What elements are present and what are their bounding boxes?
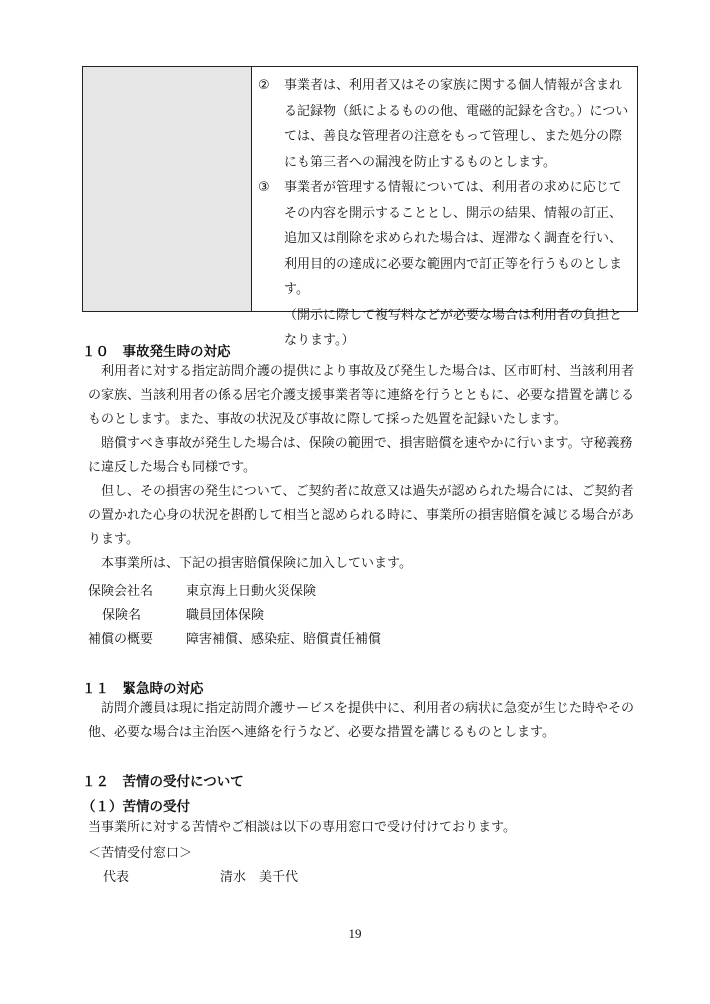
- insurance-row: [88, 628, 381, 647]
- section-12-paragraph-1: 当事業所に対する苦情やご相談は以下の専用窓口で受け付けております。: [88, 820, 516, 835]
- insurance-value: 障害補償、感染症、賠償責任補償: [186, 632, 382, 647]
- section-12-heading: １２ 苦情の受付について: [82, 774, 244, 790]
- section-10-paragraph-1: 利用者に対する指定訪問介護の提供により事故及び発生した場合は、区市町村、当該利用者の家族、当該利用者の係る居宅介護支援事業者等に連絡を行うとともに、必要な措置を講じるものとします。また、事故の状況及び事故に際して採った処置を記録いたします。: [88, 364, 635, 427]
- section-11-heading: １１ 緊急時の対応: [82, 681, 204, 697]
- item-text: 事業者が管理する情報については、利用者の求めに応じてその内容を開示することとし、開示の結果、情報の訂正、追加又は削除を求められた場合は、遅滞なく調査を行い、利用目的の達成に必要な範囲内で訂正等を行うものとします。: [284, 180, 623, 297]
- table-item-3: [258, 175, 631, 303]
- insurance-value: 職員団体保険: [186, 608, 265, 623]
- insurance-label: 保険名: [102, 608, 142, 623]
- representative-row: [103, 866, 298, 885]
- table-note: （開示に際して複写料などが必要な場合は利用者の負担となります。）: [284, 307, 623, 348]
- representative-name: 清水 美千代: [220, 870, 299, 885]
- section-12-subheading: （１）苦情の受付: [82, 799, 190, 815]
- insurance-label: 保険会社名: [88, 584, 154, 599]
- item-number: ③: [258, 180, 270, 195]
- section-10-paragraph-3: 但し、その損害の発生について、ご契約者に故意又は過失が認められた場合には、ご契約者の置かれた心身の状況を斟酌して相当と認められる時に、事業所の損害賠償を減じる場合があります。: [88, 484, 635, 547]
- table-item-2: [258, 73, 631, 175]
- section-10-heading: １０ 事故発生時の対応: [82, 344, 231, 360]
- section-11-paragraph-1: 訪問介護員は現に指定訪問介護サービスを提供中に、利用者の病状に急変が生じた時やその他、必要な場合は主治医へ連絡を行うなど、必要な措置を講じるものとします。: [88, 701, 635, 740]
- insurance-value: 東京海上日動火災保険: [186, 584, 317, 599]
- privacy-table: [82, 66, 638, 348]
- item-text: 事業者は、利用者又はその家族に関する個人情報が含まれる記録物（紙によるものの他、電磁的記録を含む。）については、善良な管理者の注意をもって管理し、また処分の際にも第三者への漏洩を防止するものとします。: [284, 78, 629, 170]
- insurance-row: [88, 580, 316, 599]
- representative-label: 代表: [103, 870, 130, 885]
- page-number: 19: [348, 926, 362, 941]
- table-right-cell: [252, 67, 637, 348]
- complaint-window-label: ＜苦情受付窓口＞: [88, 846, 193, 861]
- section-10-paragraph-4: 本事業所は、下記の損害賠償保険に加入しています。: [101, 556, 412, 571]
- table-left-cell: [83, 67, 252, 311]
- insurance-row: [88, 604, 264, 623]
- item-number: ②: [258, 78, 270, 93]
- insurance-label: 補償の概要: [88, 632, 154, 647]
- section-10-paragraph-2: 賠償すべき事故が発生した場合は、保険の範囲で、損害賠償を速やかに行います。守秘義務に違反した場合も同様です。: [88, 436, 633, 475]
